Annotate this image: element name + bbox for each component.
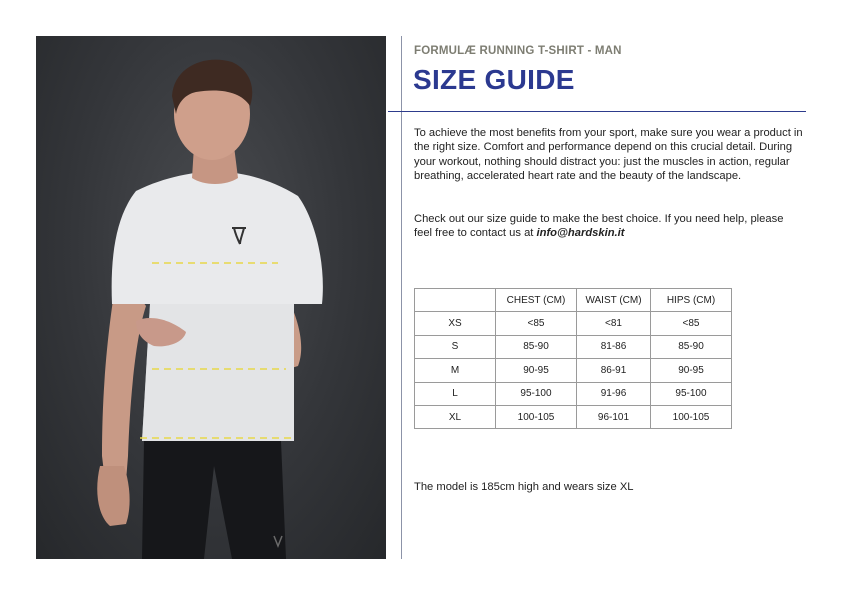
table-cell: 85-90 [651, 335, 732, 358]
size-label: M [415, 359, 496, 382]
product-subtitle: FORMULÆ RUNNING T-SHIRT - MAN [414, 45, 622, 57]
header-divider [388, 111, 806, 112]
table-cell: 100-105 [496, 405, 577, 428]
table-cell: 85-90 [496, 335, 577, 358]
vertical-divider [401, 36, 402, 559]
model-footnote: The model is 185cm high and wears size XL [414, 481, 634, 493]
size-label: L [415, 382, 496, 405]
model-illustration [36, 36, 386, 559]
table-cell: 100-105 [651, 405, 732, 428]
size-label: XS [415, 312, 496, 335]
table-header-row [415, 289, 732, 312]
table-row [415, 382, 732, 405]
table-row [415, 335, 732, 358]
contact-email-link[interactable]: info@hardskin.it [536, 227, 625, 240]
intro-paragraph: To achieve the most benefits from your sport, make sure you wear a product in the right size. Comfort and performance depend on this crucial detail. During your workout, nothing should distract you: just the muscles in action, regular breathing, accelerated heart rate and the beauty of the landscape. [414, 127, 803, 183]
size-label: S [415, 335, 496, 358]
table-header-cell: CHEST (CM) [496, 289, 577, 312]
table-row [415, 405, 732, 428]
table-row [415, 312, 732, 335]
size-label: XL [415, 405, 496, 428]
table-header-cell: HIPS (CM) [651, 289, 732, 312]
table-cell: 95-100 [651, 382, 732, 405]
size-table [414, 288, 732, 429]
table-cell: 81-86 [577, 335, 651, 358]
table-cell: 86-91 [577, 359, 651, 382]
table-header-cell [415, 289, 496, 312]
table-cell: 90-95 [651, 359, 732, 382]
table-cell: <85 [651, 312, 732, 335]
table-cell: <81 [577, 312, 651, 335]
table-cell: <85 [496, 312, 577, 335]
table-cell: 90-95 [496, 359, 577, 382]
table-row [415, 359, 732, 382]
help-paragraph [414, 212, 804, 241]
table-cell: 91-96 [577, 382, 651, 405]
table-cell: 95-100 [496, 382, 577, 405]
table-cell: 96-101 [577, 405, 651, 428]
table-header-cell: WAIST (CM) [577, 289, 651, 312]
page-title: SIZE GUIDE [413, 64, 575, 95]
model-photo [36, 36, 386, 559]
help-text: Check out our size guide to make the best choice. If you need help, please feel free to contact us at [414, 213, 784, 240]
